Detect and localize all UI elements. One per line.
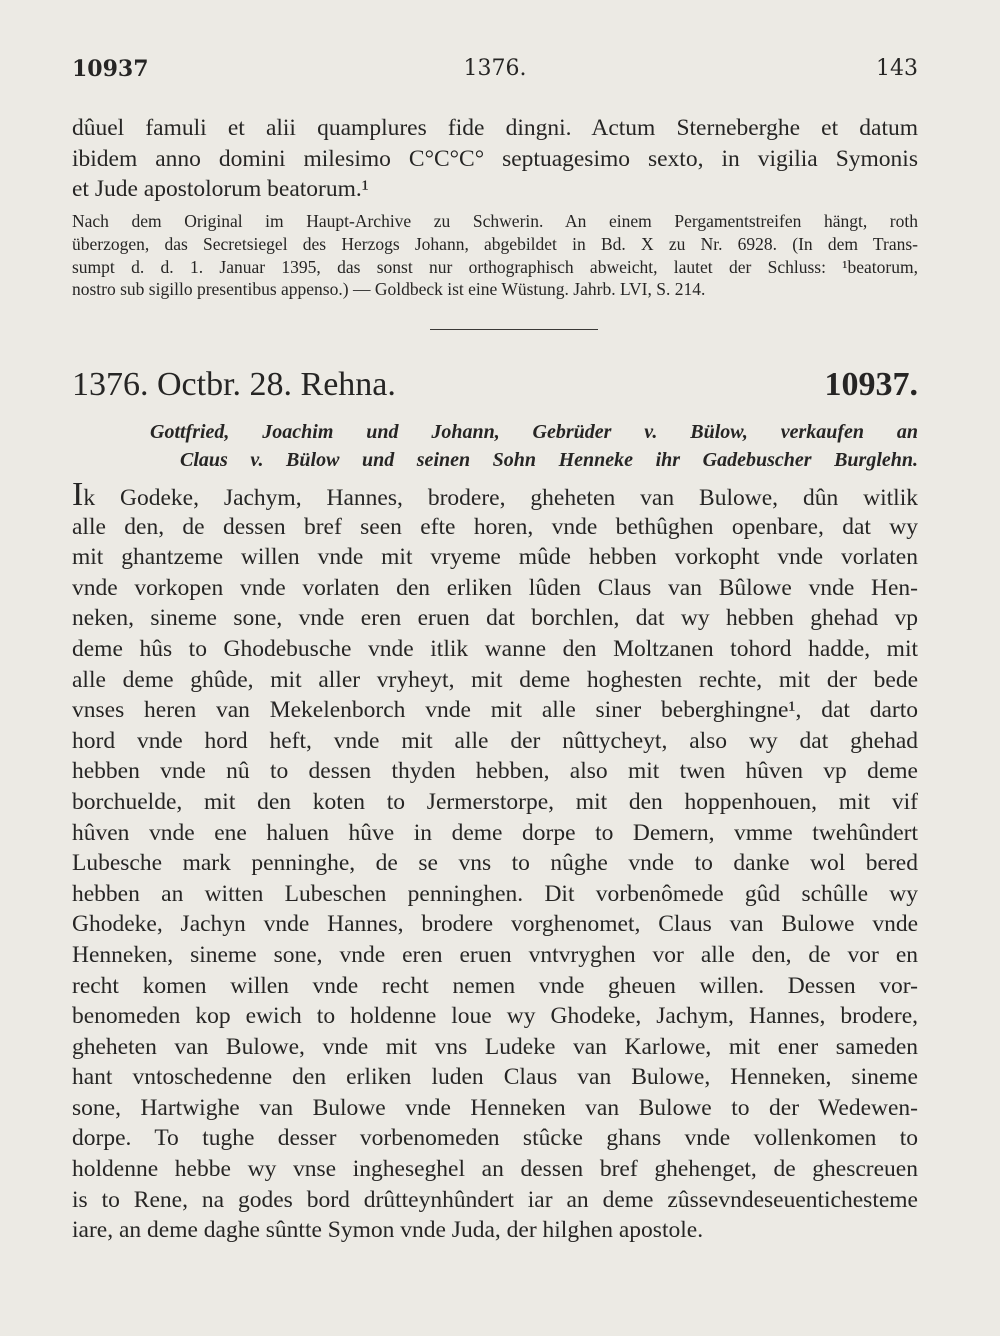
document-date-place: 1376. Octbr. 28. Rehna. <box>72 366 396 403</box>
text-line-first <box>72 476 918 513</box>
initial-letter: I <box>72 476 84 513</box>
text-line: dorpe. To tughe desser vorbenomeden stûcke ghans vnde vollenkomen to <box>72 1125 918 1152</box>
text-line: neken, sineme sone, vnde eren eruen dat borchlen, dat wy hebben ghehad vp <box>72 605 918 632</box>
text-line: hord vnde hord heft, vnde mit alle der nûttycheyt, also wy dat ghehad <box>72 727 918 754</box>
note-line: überzogen, das Secretsiegel des Herzogs Johann, abgebildet in Bd. X zu Nr. 6928. (In dem Trans- <box>72 233 918 254</box>
text-line: Lubesche mark penninghe, de se vns to nûghe vnde to danke wol bered <box>72 850 918 877</box>
text-line: et Jude apostolorum beatorum.¹ <box>72 176 369 203</box>
text-line: benomeden kop ewich to holdenne loue wy Ghodeke, Jachym, Hannes, brodere, <box>72 1003 918 1030</box>
text-line: hebben vnde nû to dessen thyden hebben, also mit twen hûven vp deme <box>72 758 918 785</box>
text-line: alle deme ghûde, mit aller vryheyt, mit deme hoghesten rechte, mit der bede <box>72 666 918 693</box>
text-line: vnde vorkopen vnde vorlaten den erliken lûden Claus van Bûlowe vnde Hen- <box>72 574 918 601</box>
text-line: is to Rene, na godes bord drûtteynhûndert iar an deme zûssevndeseuentichesteme <box>72 1186 918 1213</box>
header-year: 1376. <box>463 56 527 81</box>
header-page-number: 143 <box>876 56 918 81</box>
header-doc-number: 10937 <box>72 56 149 82</box>
document-summary <box>150 418 918 474</box>
text-line: mit ghantzeme willen vnde mit vryeme mûde hebben vorkopht vnde vorlaten <box>72 544 918 571</box>
text-line: alle den, de dessen bref seen efte horen, vnde bethûghen openbare, dat wy <box>72 513 918 540</box>
text-line: hebben an witten Lubeschen penninghen. Dit vorbenômede gûd schûlle wy <box>72 880 918 907</box>
text-line: recht komen willen vnde recht nemen vnde gheuen willen. Dessen vor- <box>72 972 918 999</box>
text-line: borchuelde, mit den koten to Jermerstorpe, mit den hoppenhouen, mit vif <box>72 788 918 815</box>
document-text <box>72 476 918 1246</box>
text-line: hûven vnde ene haluen hûve in deme dorpe to Demern, vmme twehûndert <box>72 819 918 846</box>
summary-line: Gottfried, Joachim und Johann, Gebrüder v. Bülow, verkaufen an <box>150 421 918 443</box>
note-line: nostro sub sigillo presentibus appenso.) — Goldbeck ist eine Wüstung. Jahrb. LVI, S. 214. <box>72 279 706 300</box>
text-line: Henneken, sineme sone, vnde eren eruen vntvryghen vor alle den, de vor en <box>72 941 918 968</box>
text-line: vnses heren van Mekelenborch vnde mit alle siner beberghingne¹, dat darto <box>72 697 918 724</box>
first-line-rest: k Godeke, Jachym, Hannes, brodere, gheheten van Bulowe, dûn witlik <box>83 485 918 511</box>
text-line: Ghodeke, Jachyn vnde Hannes, brodere vorghenomet, Claus van Bulowe vnde <box>72 911 918 938</box>
summary-line: Claus v. Bülow und seinen Sohn Henneke ihr Gadebuscher Burglehn. <box>180 449 918 471</box>
text-line: ibidem anno domini milesimo C°C°C° septuagesimo sexto, in vigilia Symonis <box>72 145 918 172</box>
document-heading <box>72 366 918 410</box>
text-line: hant vntoschedenne den erliken luden Claus van Bulowe, Henneken, sineme <box>72 1064 918 1091</box>
text-line: deme hûs to Ghodebusche vnde itlik wanne den Moltzanen tohord hadde, mit <box>72 635 918 662</box>
text-line: holdenne hebbe wy vnse ingheseghel an dessen bref ghehenget, de ghescreuen <box>72 1156 918 1183</box>
document-number: 10937. <box>824 366 918 403</box>
text-line: gheheten van Bulowe, vnde mit vns Ludeke van Karlowe, mit ener sameden <box>72 1033 918 1060</box>
previous-document-ending <box>72 113 918 205</box>
text-line: sone, Hartwighe van Bulowe vnde Henneken van Bulowe to der Wedewen- <box>72 1094 918 1121</box>
text-line: iare, an deme daghe sûntte Symon vnde Juda, der hilghen apostole. <box>72 1217 704 1244</box>
running-header <box>72 56 918 86</box>
note-line: sumpt d. d. 1. Januar 1395, das sonst nur orthographisch abweicht, lautet der Schluss: ¹beatorum, <box>72 256 918 277</box>
editorial-note <box>72 210 918 301</box>
note-line: Nach dem Original im Haupt-Archive zu Schwerin. An einem Pergamentstreifen hängt, roth <box>72 211 918 231</box>
text-line: dûuel famuli et alii quamplures fide dingni. Actum Sterneberghe et datum <box>72 115 918 141</box>
section-divider <box>430 329 598 330</box>
